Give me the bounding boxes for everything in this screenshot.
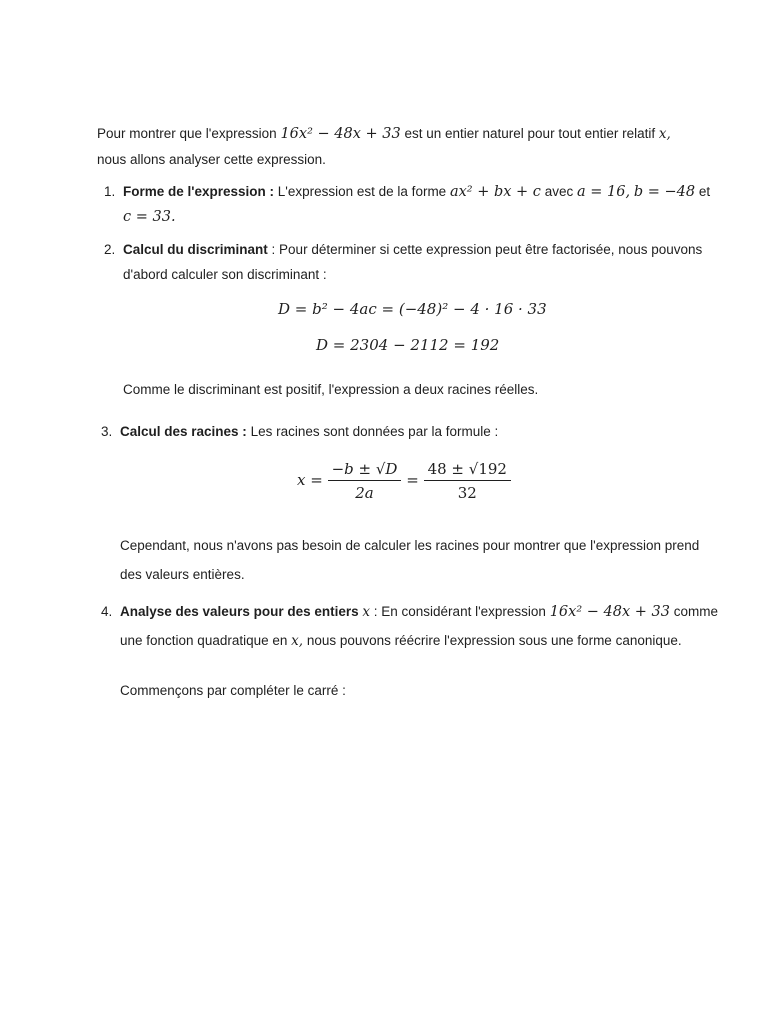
item-1-form: ax² + bx + c [449,184,541,200]
item-3-line-1 [120,422,498,442]
item-1-line-1 [123,182,710,202]
item-1-text: L'expression est de la forme [277,184,447,199]
item-1-number: 1. [104,184,116,199]
item-4-line-2-after: nous pouvons réécrire l'expression sous une forme canonique. [306,633,682,648]
item-4-expression: 16x² − 48x + 33 [549,604,670,620]
item-3-note-line-1: Cependant, nous n'avons pas besoin de calculer les racines pour montrer que l'expression prend [120,538,700,553]
item-4-text-after: comme [673,604,718,619]
item-4-line-1 [120,602,718,622]
intro-line-1 [97,124,671,144]
intro-expression: 16x² − 48x + 33 [280,126,401,142]
item-4-followup: Commençons par compléter le carré : [120,683,346,698]
roots-equals: = [406,471,419,489]
roots-fraction-2-numerator: 48 ± √192 [424,460,511,481]
intro-line-2: nous allons analyser cette expression. [97,152,326,167]
roots-formula-lhs: x = [297,471,323,489]
roots-formula [297,460,511,502]
item-1-coef-b: b = −48 [633,184,696,200]
item-4-title: Analyse des valeurs pour des entiers [120,604,359,619]
intro-text: Pour montrer que l'expression [97,126,277,141]
item-4-line-2-variable: x, [291,633,304,649]
intro-variable: x, [658,126,671,142]
discriminant-equation-2: D = 2304 − 2112 = 192 [316,336,500,354]
item-1-coef-a: a = 16, [576,184,631,200]
item-1-title: Forme de l'expression : [123,184,275,199]
intro-text-after: est un entier naturel pour tout entier relatif [404,126,656,141]
item-3-text: Les racines sont données par la formule : [250,424,499,439]
item-3-title: Calcul des racines : [120,424,247,439]
item-1-text3: et [698,184,711,199]
roots-fraction-1 [328,460,402,502]
item-2-text: : Pour déterminer si cette expression peut être factorisée, nous pouvons [271,242,703,257]
item-2-number: 2. [104,242,116,257]
item-4-line-2 [120,631,682,651]
item-4-number: 4. [101,604,113,619]
item-4-line-2-before: une fonction quadratique en [120,633,288,648]
item-4-title-variable: x [362,604,370,620]
item-3-number: 3. [101,424,113,439]
item-1-text2: avec [544,184,574,199]
roots-fraction-1-numerator: −b ± √D [328,460,402,481]
roots-fraction-2 [424,460,511,502]
item-1-coef-c: c = 33. [123,209,176,225]
item-2-conclusion: Comme le discriminant est positif, l'expression a deux racines réelles. [123,382,539,397]
roots-fraction-2-denominator: 32 [457,484,477,502]
item-3-note-line-2: des valeurs entières. [120,567,245,582]
item-2-line-2: d'abord calculer son discriminant : [123,267,327,282]
discriminant-equation-1: D = b² − 4ac = (−48)² − 4 · 16 · 33 [278,300,547,318]
item-2-line-1 [123,240,702,260]
item-4-text: : En considérant l'expression [373,604,546,619]
item-2-title: Calcul du discriminant [123,242,268,257]
roots-fraction-1-denominator: 2a [355,484,374,502]
